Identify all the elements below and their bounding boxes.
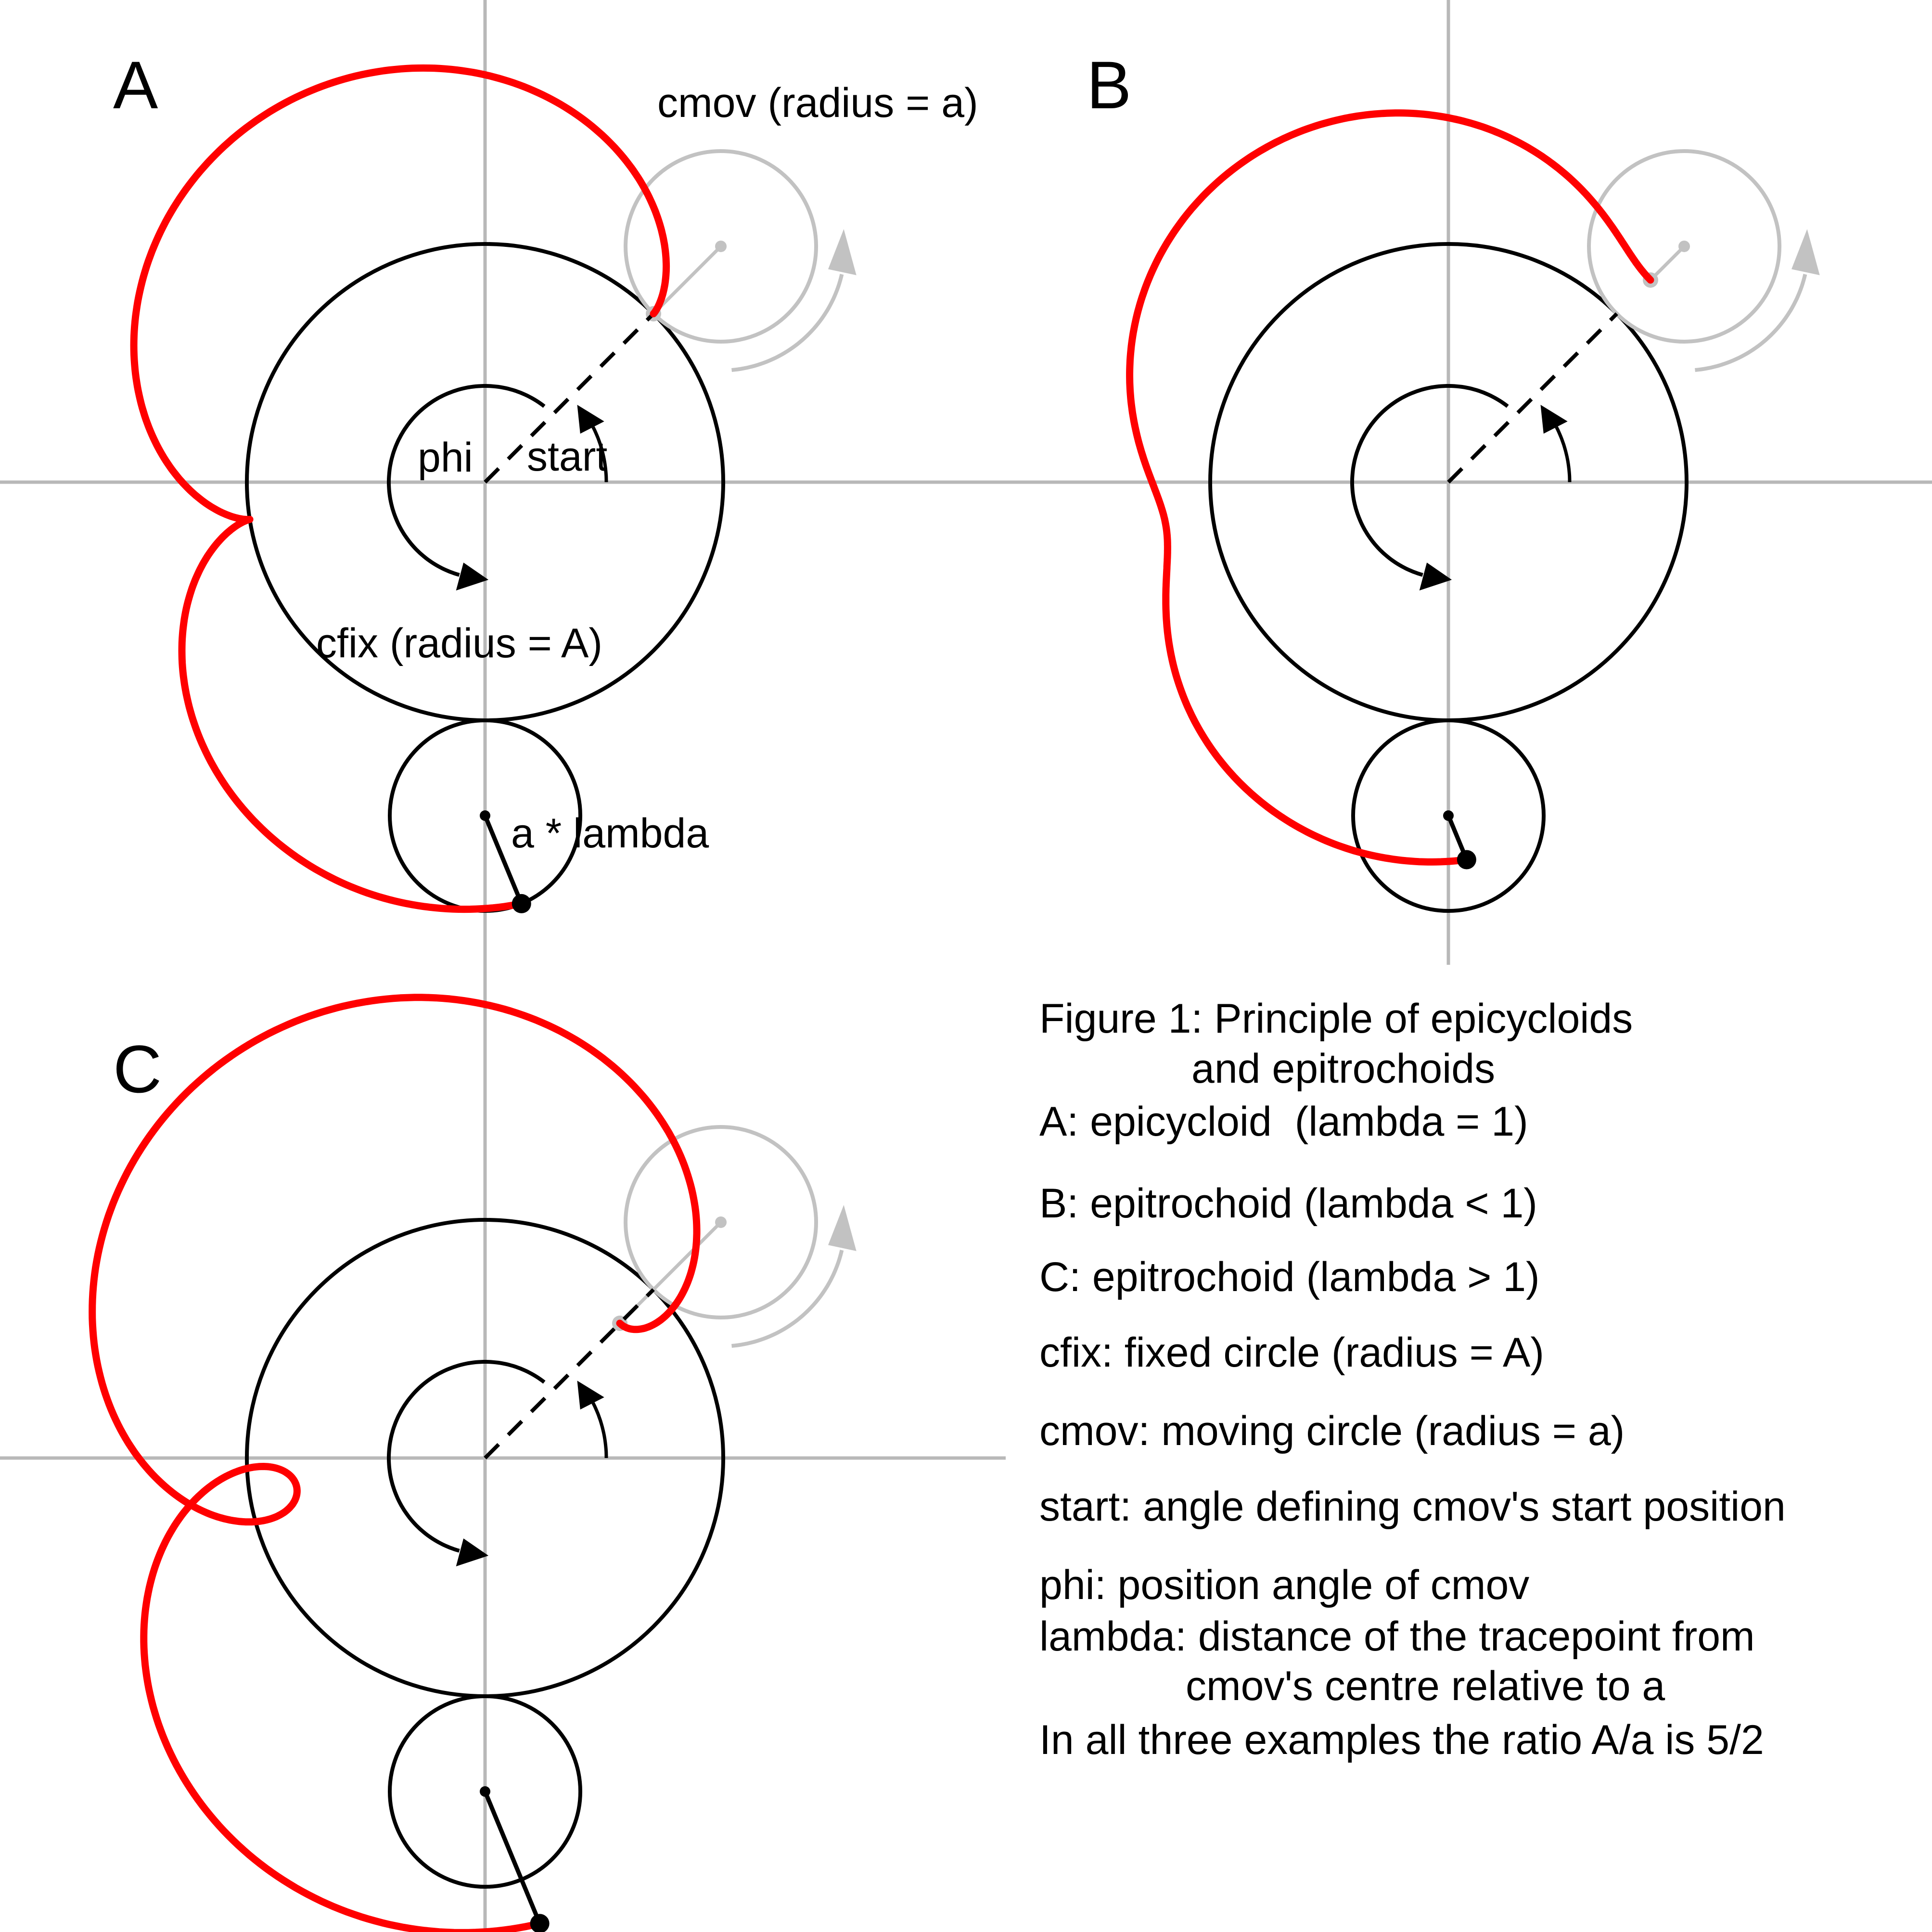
caption-item-lambda-1: lambda: distance of the tracepoint from	[1039, 1613, 1755, 1660]
tracepoint-rod	[485, 1791, 540, 1923]
cmov-end-centre-dot	[1443, 810, 1454, 821]
panel-epitrochoid-C	[92, 998, 857, 1932]
panel-epicycloid-A	[134, 68, 857, 913]
trace-curve	[1130, 113, 1651, 862]
cmov-rotation-arrow-icon	[1791, 229, 1820, 275]
cfix-circle-label: cfix (radius = A)	[316, 620, 603, 666]
panel-letter-b: B	[1087, 47, 1132, 123]
panel-letter-a: A	[113, 47, 158, 123]
start-angle-label: start	[527, 434, 608, 480]
start-position-dashed-line	[485, 1290, 653, 1458]
phi-angle-arc	[389, 1362, 544, 1551]
cmov-end-centre-dot	[480, 1786, 490, 1797]
caption-item-lambda-2: cmov's centre relative to a	[1186, 1663, 1665, 1709]
tracepoint-dot	[530, 1914, 550, 1932]
cmov-rotation-arc	[732, 1250, 842, 1346]
caption-item-phi: phi: position angle of cmov	[1039, 1562, 1530, 1608]
cmov-rotation-arrow-icon	[828, 1205, 857, 1251]
tracepoint-dot	[512, 894, 531, 913]
tracepoint-distance-label: a * lambda	[511, 810, 709, 857]
caption-block	[1039, 996, 1786, 1763]
caption-item-ratio: In all three examples the ratio A/a is 5/2	[1039, 1717, 1764, 1763]
cmov-rotation-arc	[1695, 274, 1805, 370]
panel-epitrochoid-B	[1130, 113, 1820, 911]
caption-item-c: C: epitrochoid (lambda > 1)	[1039, 1254, 1540, 1300]
start-angle-arrow-icon	[577, 1381, 604, 1409]
caption-item-a: A: epicycloid (lambda = 1)	[1039, 1099, 1528, 1145]
caption-item-start: start: angle defining cmov's start position	[1039, 1484, 1786, 1530]
caption-title-line-1: Figure 1: Principle of epicycloids	[1039, 996, 1633, 1042]
start-angle-arc	[1557, 427, 1570, 482]
phi-angle-label: phi	[418, 435, 473, 481]
cmov-rotation-arrow-icon	[828, 229, 857, 275]
phi-angle-arc	[1352, 386, 1508, 575]
cmov-centre-dot	[715, 1216, 727, 1228]
trace-curve	[92, 998, 697, 1932]
caption-item-cfix: cfix: fixed circle (radius = A)	[1039, 1330, 1545, 1376]
tracepoint-dot	[1457, 850, 1476, 869]
start-angle-arrow-icon	[577, 405, 604, 434]
cmov-circle-label: cmov (radius = a)	[657, 80, 978, 126]
cmov-centre-dot	[715, 241, 727, 252]
caption-title-line-2: and epitrochoids	[1191, 1046, 1496, 1092]
cmov-end-centre-dot	[480, 810, 490, 821]
caption-item-cmov: cmov: moving circle (radius = a)	[1039, 1408, 1625, 1454]
trace-curve	[134, 68, 666, 909]
start-angle-arrow-icon	[1541, 405, 1568, 434]
cmov-centre-dot	[1678, 241, 1690, 252]
start-angle-arc	[593, 1403, 607, 1458]
start-position-dashed-line	[1448, 314, 1617, 482]
panel-letter-c: C	[113, 1031, 162, 1107]
caption-item-b: B: epitrochoid (lambda < 1)	[1039, 1180, 1537, 1227]
cmov-rotation-arc	[732, 274, 842, 370]
